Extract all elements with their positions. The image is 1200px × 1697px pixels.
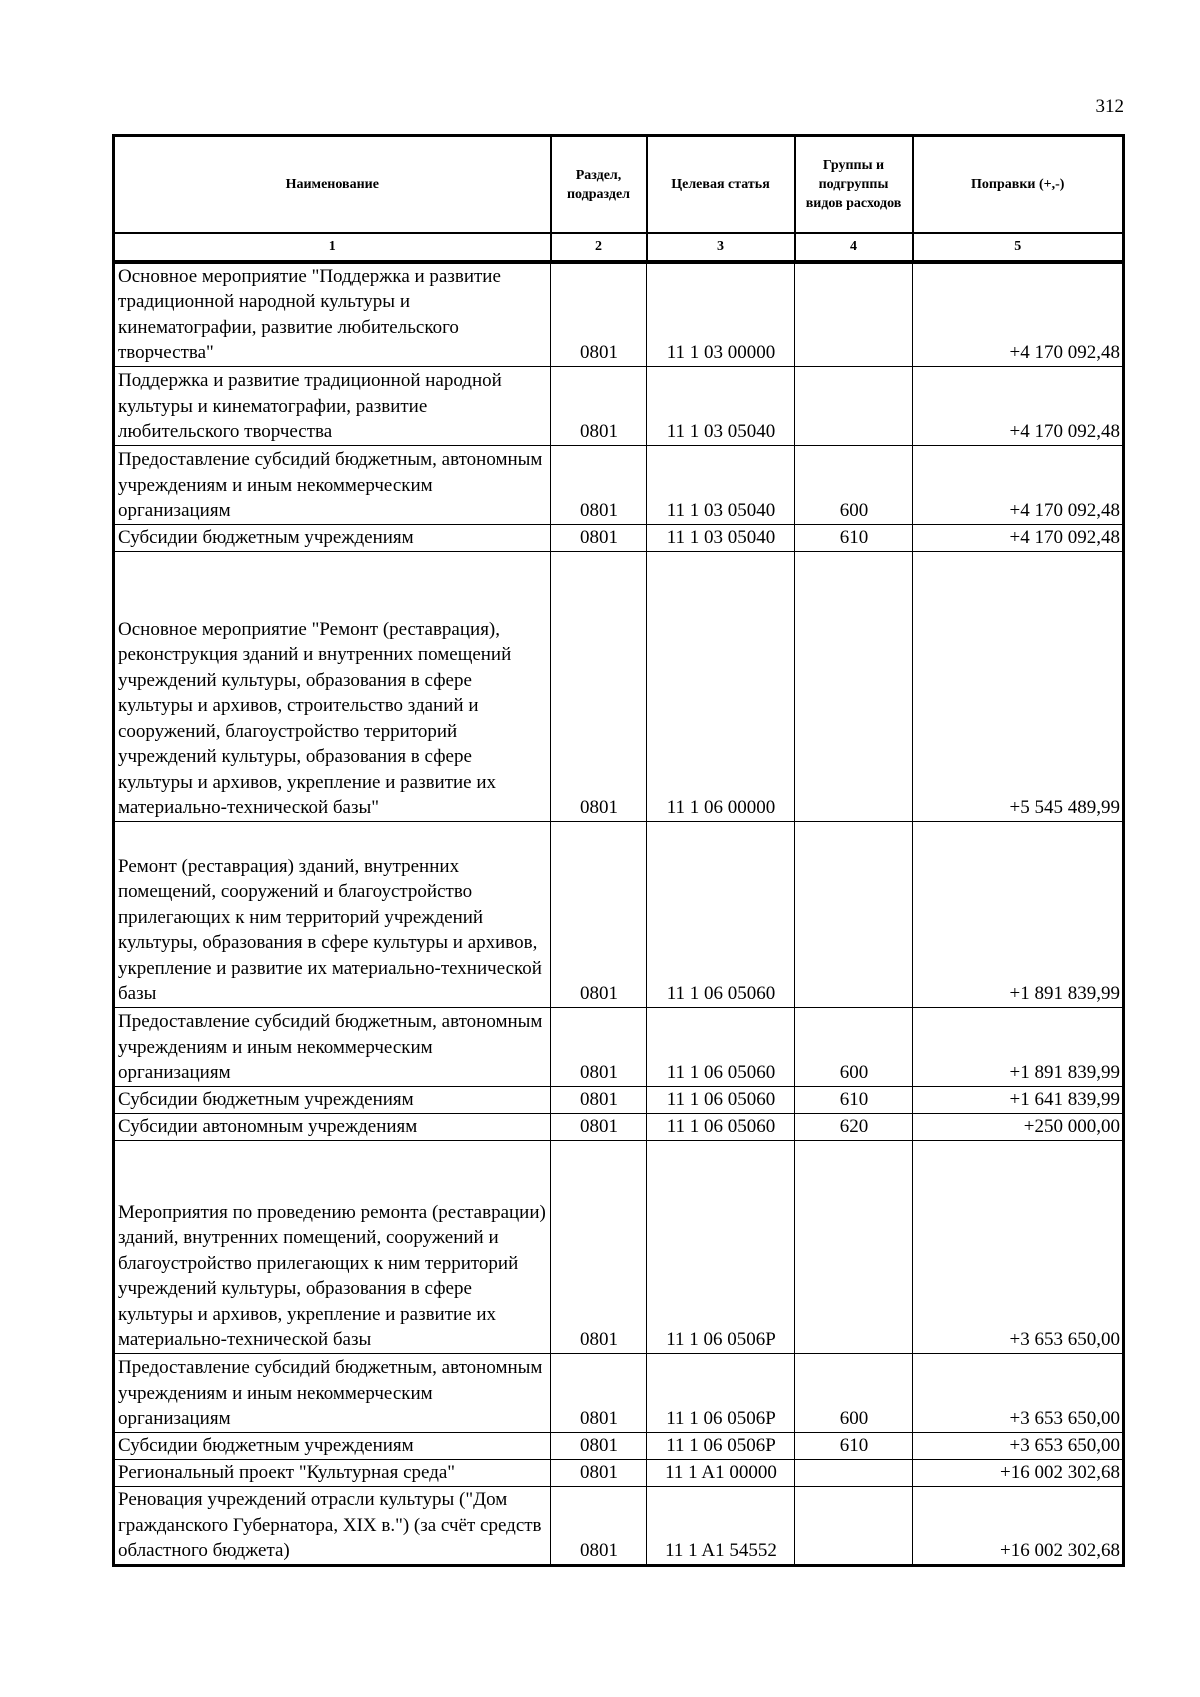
row-group — [795, 1459, 913, 1486]
row-amount: +4 170 092,48 — [913, 445, 1124, 524]
row-section: 0801 — [551, 1086, 647, 1113]
row-amount: +16 002 302,68 — [913, 1459, 1124, 1486]
header-name: Наименование — [114, 136, 551, 234]
row-group — [795, 1140, 913, 1353]
row-group: 610 — [795, 1086, 913, 1113]
table-row — [114, 1113, 1124, 1140]
row-amount: +1 891 839,99 — [913, 821, 1124, 1007]
row-name: Основное мероприятие "Ремонт (реставрация), реконструкция зданий и внутренних помещений учреждений культуры, образования в сфере культуры и архивов, строительство зданий и сооружений, благоустройство территорий учреждений культуры, образования в сфере культуры и архивов, укрепление и развитие их материально-технической базы" — [114, 551, 551, 821]
row-article: 11 1 03 05040 — [647, 445, 795, 524]
page-number: 312 — [1095, 96, 1124, 117]
row-amount: +1 641 839,99 — [913, 1086, 1124, 1113]
row-section: 0801 — [551, 1459, 647, 1486]
row-amount: +250 000,00 — [913, 1113, 1124, 1140]
row-amount: +4 170 092,48 — [913, 524, 1124, 551]
table-row — [114, 366, 1124, 445]
row-article: 11 1 A1 00000 — [647, 1459, 795, 1486]
table-row — [114, 1432, 1124, 1459]
row-article: 11 1 03 00000 — [647, 262, 795, 367]
row-name: Субсидии автономным учреждениям — [114, 1113, 551, 1140]
row-name: Предоставление субсидий бюджетным, автономным учреждениям и иным некоммерческим организациям — [114, 445, 551, 524]
row-name: Предоставление субсидий бюджетным, автономным учреждениям и иным некоммерческим организациям — [114, 1007, 551, 1086]
row-section: 0801 — [551, 551, 647, 821]
row-article: 11 1 06 05060 — [647, 1007, 795, 1086]
table-header — [114, 136, 1124, 262]
table-row — [114, 262, 1124, 367]
table-row — [114, 1140, 1124, 1353]
row-group: 600 — [795, 1353, 913, 1432]
row-group — [795, 1486, 913, 1565]
row-section: 0801 — [551, 1486, 647, 1565]
row-article: 11 1 06 0506Р — [647, 1353, 795, 1432]
row-amount: +16 002 302,68 — [913, 1486, 1124, 1565]
row-group: 600 — [795, 1007, 913, 1086]
row-group: 610 — [795, 1432, 913, 1459]
column-number: 3 — [647, 233, 795, 262]
row-group: 610 — [795, 524, 913, 551]
table-row — [114, 821, 1124, 1007]
row-name: Поддержка и развитие традиционной народной культуры и кинематографии, развитие любительского творчества — [114, 366, 551, 445]
row-name: Мероприятия по проведению ремонта (реставрации) зданий, внутренних помещений, сооружений и благоустройство прилегающих к ним территорий учреждений культуры, образования в сфере культуры и архивов, укрепление и развитие их материально-технической базы — [114, 1140, 551, 1353]
row-name: Субсидии бюджетным учреждениям — [114, 524, 551, 551]
row-section: 0801 — [551, 445, 647, 524]
row-article: 11 1 06 00000 — [647, 551, 795, 821]
header-groups: Группы и подгруппы видов расходов — [795, 136, 913, 234]
header-amendments: Поправки (+,-) — [913, 136, 1124, 234]
table-row — [114, 551, 1124, 821]
row-section: 0801 — [551, 1353, 647, 1432]
row-article: 11 1 06 05060 — [647, 1113, 795, 1140]
column-number: 2 — [551, 233, 647, 262]
row-amount: +4 170 092,48 — [913, 366, 1124, 445]
row-section: 0801 — [551, 1432, 647, 1459]
row-name: Ремонт (реставрация) зданий, внутренних помещений, сооружений и благоустройство прилегающих к ним территорий учреждений культуры, образования в сфере культуры и архивов, укрепление и развитие их материально-технической базы — [114, 821, 551, 1007]
row-section: 0801 — [551, 1113, 647, 1140]
row-section: 0801 — [551, 524, 647, 551]
column-number-row — [114, 233, 1124, 262]
row-article: 11 1 03 05040 — [647, 366, 795, 445]
table-row — [114, 1007, 1124, 1086]
table-body — [114, 262, 1124, 1566]
row-amount: +3 653 650,00 — [913, 1432, 1124, 1459]
row-amount: +5 545 489,99 — [913, 551, 1124, 821]
table-row — [114, 1486, 1124, 1565]
row-amount: +4 170 092,48 — [913, 262, 1124, 367]
row-section: 0801 — [551, 1007, 647, 1086]
row-article: 11 1 06 0506Р — [647, 1432, 795, 1459]
row-section: 0801 — [551, 366, 647, 445]
column-number: 4 — [795, 233, 913, 262]
row-group — [795, 366, 913, 445]
row-article: 11 1 A1 54552 — [647, 1486, 795, 1565]
row-section: 0801 — [551, 262, 647, 367]
row-article: 11 1 06 05060 — [647, 821, 795, 1007]
table-row — [114, 1353, 1124, 1432]
row-article: 11 1 03 05040 — [647, 524, 795, 551]
header-article: Целевая статья — [647, 136, 795, 234]
row-name: Субсидии бюджетным учреждениям — [114, 1086, 551, 1113]
row-section: 0801 — [551, 821, 647, 1007]
row-group: 620 — [795, 1113, 913, 1140]
row-group — [795, 551, 913, 821]
column-number: 5 — [913, 233, 1124, 262]
table-row — [114, 524, 1124, 551]
row-name: Предоставление субсидий бюджетным, автономным учреждениям и иным некоммерческим организациям — [114, 1353, 551, 1432]
row-name: Основное мероприятие "Поддержка и развитие традиционной народной культуры и кинематографии, развитие любительского творчества" — [114, 262, 551, 367]
budget-table — [112, 134, 1125, 1567]
header-section: Раздел, подраздел — [551, 136, 647, 234]
row-amount: +1 891 839,99 — [913, 1007, 1124, 1086]
row-group: 600 — [795, 445, 913, 524]
row-group — [795, 821, 913, 1007]
row-article: 11 1 06 0506Р — [647, 1140, 795, 1353]
row-name: Региональный проект "Культурная среда" — [114, 1459, 551, 1486]
row-section: 0801 — [551, 1140, 647, 1353]
row-name: Реновация учреждений отрасли культуры ("Дом гражданского Губернатора, XIX в.") (за счёт средств областного бюджета) — [114, 1486, 551, 1565]
table-row — [114, 1459, 1124, 1486]
table-row — [114, 445, 1124, 524]
row-group — [795, 262, 913, 367]
row-amount: +3 653 650,00 — [913, 1140, 1124, 1353]
row-name: Субсидии бюджетным учреждениям — [114, 1432, 551, 1459]
table-row — [114, 1086, 1124, 1113]
row-amount: +3 653 650,00 — [913, 1353, 1124, 1432]
column-number: 1 — [114, 233, 551, 262]
row-article: 11 1 06 05060 — [647, 1086, 795, 1113]
